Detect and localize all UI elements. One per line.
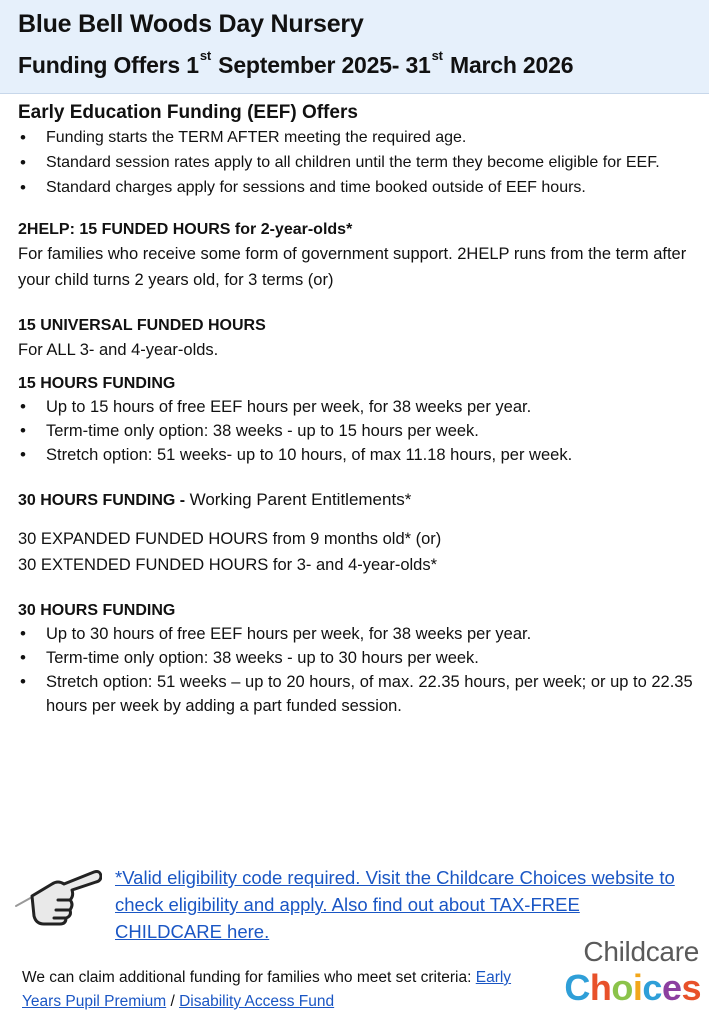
childcare-choices-logo: [545, 936, 705, 1016]
list-item: • Standard charges apply for sessions and time booked outside of EEF hours.: [18, 176, 703, 199]
ordinal-suffix-1: st: [199, 48, 211, 63]
list-item: • Funding starts the TERM AFTER meeting the required age.: [18, 126, 703, 149]
list-item: • Up to 30 hours of free EEF hours per week, for 38 weeks per year.: [18, 622, 703, 646]
funding-period-title: [18, 50, 695, 80]
logo-letter: C: [564, 967, 590, 1008]
logo-line-2: [545, 968, 705, 1008]
list-item: • Term-time only option: 38 weeks - up to 15 hours per week.: [18, 419, 703, 443]
nursery-title: Blue Bell Woods Day Nursery: [18, 10, 364, 38]
list-item: • Term-time only option: 38 weeks - up to 30 hours per week.: [18, 646, 703, 670]
30-hours-bullet-list: [18, 622, 703, 718]
logo-letter: e: [661, 967, 682, 1008]
logo-letter: o: [611, 967, 633, 1008]
pointing-hand-icon: [14, 862, 102, 932]
logo-letter: s: [681, 967, 701, 1008]
30-hours-intro-bold: 30 HOURS FUNDING -: [18, 492, 190, 509]
funding-period-suffix: March 2026: [443, 52, 574, 78]
list-item: • Standard session rates apply to all children until the term they become eligible for EEF.: [18, 151, 703, 174]
30-hours-heading: 30 HOURS FUNDING: [18, 602, 176, 619]
15-hours-heading: 15 HOURS FUNDING: [18, 375, 176, 392]
universal-hours-heading: 15 UNIVERSAL FUNDED HOURS: [18, 317, 266, 334]
universal-hours-description: For ALL 3- and 4-year-olds.: [18, 341, 219, 359]
additional-funding-text: We can claim additional funding for families who meet set criteria:: [22, 969, 476, 986]
15-hours-bullet-list: [18, 395, 703, 467]
logo-letter: c: [642, 967, 662, 1008]
disability-access-fund-link[interactable]: Disability Access Fund: [179, 993, 335, 1010]
page-header: [0, 0, 709, 94]
logo-letter: i: [632, 967, 643, 1008]
logo-letter: h: [589, 967, 612, 1008]
30-hours-intro-normal: Working Parent Entitlements*: [189, 490, 412, 509]
list-item: • Stretch option: 51 weeks- up to 10 hours, of max 11.18 hours, per week.: [18, 443, 703, 467]
expanded-hours-line: 30 EXPANDED FUNDED HOURS from 9 months old* (or): [18, 530, 442, 548]
ordinal-suffix-2: st: [431, 48, 443, 63]
2help-heading: 2HELP: 15 FUNDED HOURS for 2-year-olds*: [18, 221, 353, 238]
eef-bullet-list: [18, 126, 703, 199]
eligibility-link[interactable]: *Valid eligibility code required. Visit the Childcare Choices website to check eligibility and apply. Also find out about TAX-FREE CHILDCARE here.: [115, 867, 675, 942]
link-separator: /: [166, 993, 180, 1010]
funding-period-prefix: Funding Offers 1: [18, 52, 199, 78]
list-item: • Stretch option: 51 weeks – up to 20 hours, of max. 22.35 hours, per week; or up to 22.35 hours per week by adding a part funded session.: [18, 670, 703, 718]
early-years-pupil-premium-link[interactable]: Early Years Pupil Premium: [22, 969, 512, 1010]
funding-period-mid: September 2025- 31: [211, 52, 431, 78]
list-item: • Up to 15 hours of free EEF hours per week, for 38 weeks per year.: [18, 395, 703, 419]
extended-hours-line: 30 EXTENDED FUNDED HOURS for 3- and 4-year-olds*: [18, 556, 438, 574]
additional-funding-note: [22, 966, 542, 1014]
30-hours-intro-heading: [18, 489, 703, 512]
2help-description: For families who receive some form of government support. 2HELP runs from the term after your child turns 2 years old, for 3 terms (or): [18, 245, 687, 289]
eef-section-title: Early Education Funding (EEF) Offers: [18, 102, 358, 123]
main-content: [18, 100, 703, 718]
logo-line-1: Childcare: [583, 936, 699, 967]
